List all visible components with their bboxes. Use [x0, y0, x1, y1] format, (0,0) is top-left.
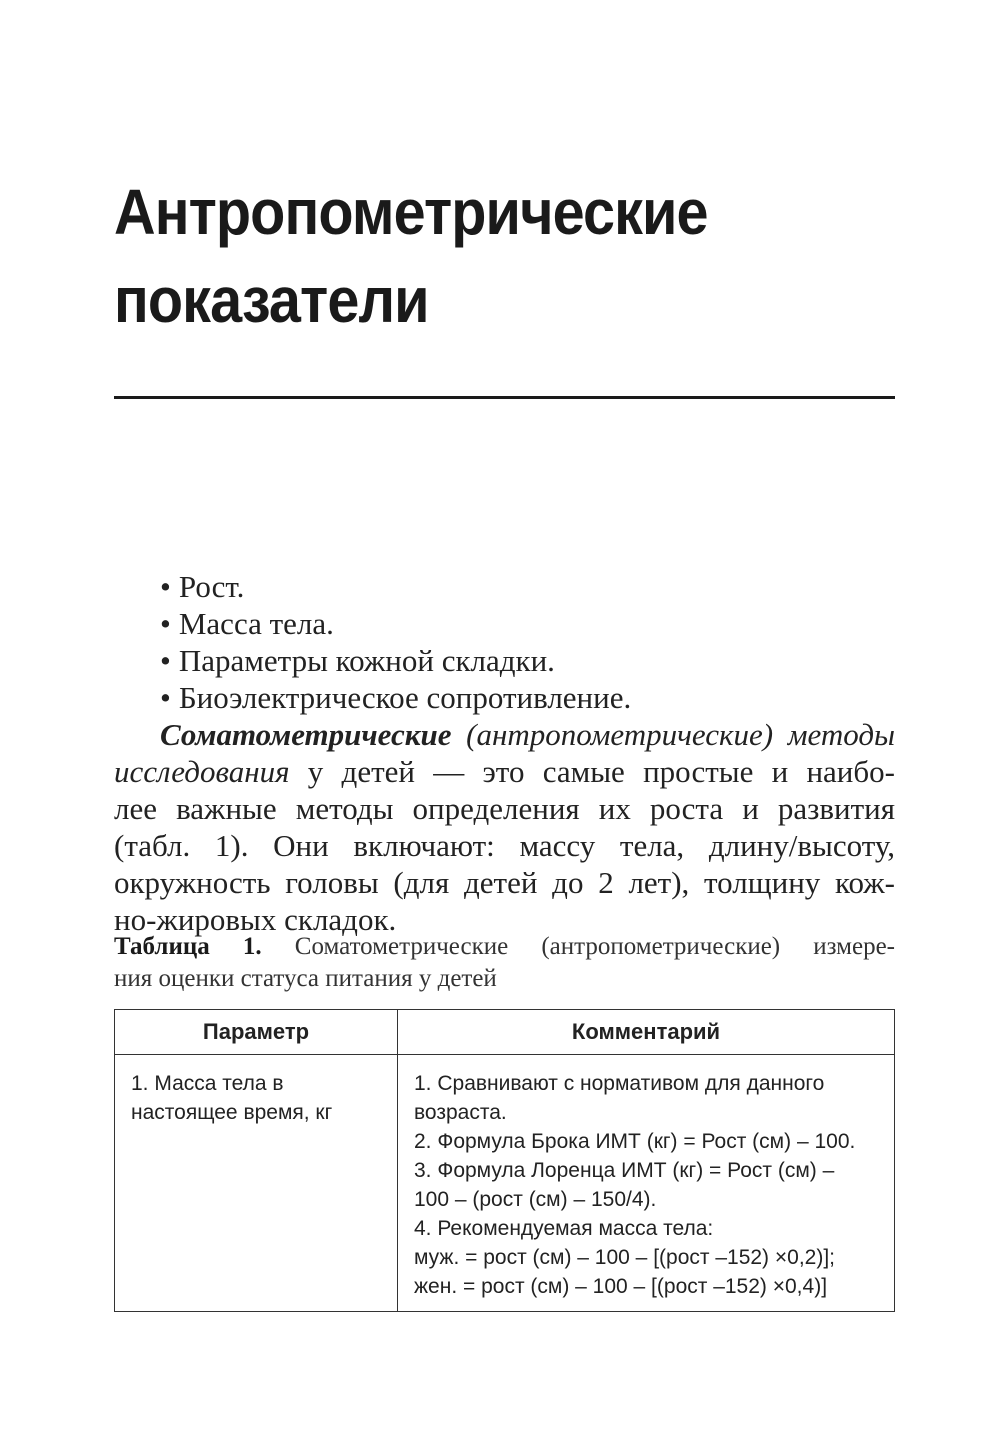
cell-line: 1. Масса тела в [131, 1072, 284, 1095]
cell-line: жен. = рост (см) – 100 – [(рост –152) ×0,4)] [414, 1275, 828, 1298]
cell-line: 1. Сравнивают с нормативом для данного [414, 1072, 825, 1095]
caption-line [114, 931, 895, 963]
chapter-title-line-2: показатели [114, 264, 429, 336]
term-bold: Соматометрические [160, 717, 452, 752]
cell-comment [398, 1055, 895, 1312]
cell-line: 2. Формула Брока ИМТ (кг) = Рост (см) – 100. [414, 1130, 856, 1153]
table-header-row [115, 1010, 895, 1055]
list-item: • Параметры кожной складки. [160, 642, 900, 679]
paragraph-line: лее важные методы определения их роста и развития [114, 791, 895, 826]
paragraph-text: у детей — это самые простые и наибо- [289, 754, 895, 789]
bullet-list [160, 568, 900, 716]
table-caption [114, 931, 895, 995]
list-item: • Масса тела. [160, 605, 900, 642]
cell-line: муж. = рост (см) – 100 – [(рост –152) ×0,2)]; [414, 1246, 835, 1269]
term-italic: исследования [114, 754, 290, 789]
list-item: • Биоэлектрическое сопротивление. [160, 679, 900, 716]
data-table [114, 1009, 895, 1312]
cell-line: 4. Рекомендуемая масса тела: [414, 1217, 714, 1240]
cell-parameter [115, 1055, 398, 1312]
column-header-comment: Комментарий [398, 1010, 895, 1055]
caption-line: ния оценки статуса питания у детей [114, 965, 497, 992]
paragraph-line: (табл. 1). Они включают: массу тела, длину/высоту, [114, 828, 895, 863]
body-paragraph [114, 716, 895, 938]
paragraph-line [114, 716, 895, 753]
cell-line: 100 – (рост (см) – 150/4). [414, 1188, 657, 1211]
cell-line: настоящее время, кг [131, 1101, 333, 1124]
term-paren: (антропометрические) методы [466, 717, 895, 752]
paragraph-line: но-жировых складок. [114, 902, 397, 937]
list-item: • Рост. [160, 568, 900, 605]
column-header-parameter: Параметр [115, 1010, 398, 1055]
caption-label: Таблица 1. [114, 933, 262, 960]
table-row [115, 1055, 895, 1312]
cell-line: 3. Формула Лоренца ИМТ (кг) = Рост (см) – [414, 1159, 835, 1182]
cell-line: возраста. [414, 1101, 507, 1124]
title-divider [114, 396, 895, 399]
chapter-title-line-1: Антропометрические [114, 176, 708, 248]
chapter-title [114, 168, 825, 344]
paragraph-line: окружность головы (для детей до 2 лет), толщину кож- [114, 865, 895, 900]
caption-text: Соматометрические (антропометрические) измере- [261, 933, 895, 960]
paragraph-line [114, 753, 895, 790]
